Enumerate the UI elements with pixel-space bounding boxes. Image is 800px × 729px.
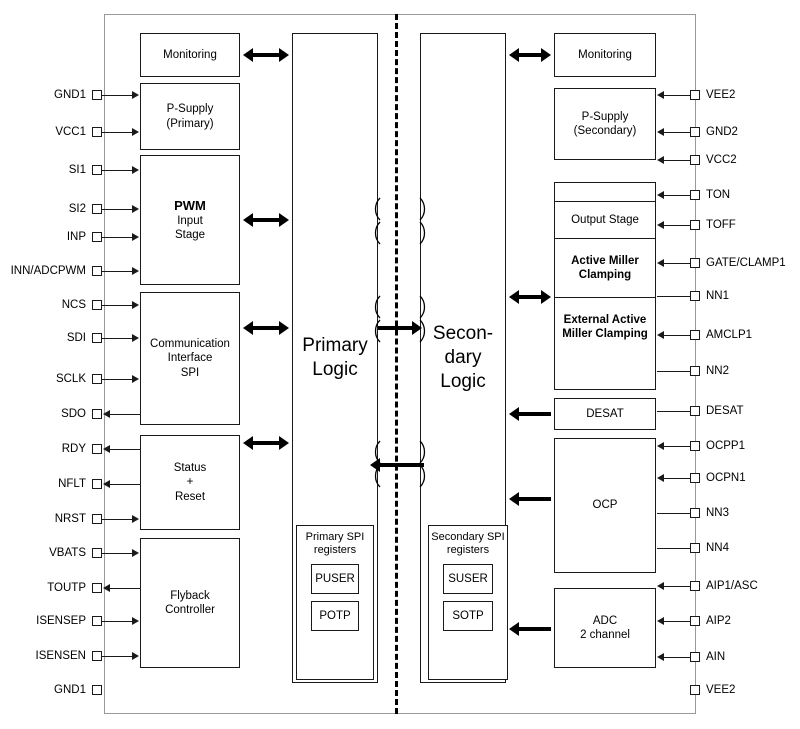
pin-pad-ain[interactable] [690, 652, 700, 662]
pin-arrow [657, 91, 664, 99]
block-label: Primary [302, 335, 368, 357]
block-label: OCP [592, 499, 618, 512]
pin-wire [663, 335, 691, 336]
block-label: Flyback [170, 589, 210, 602]
pin-arrow [103, 410, 110, 418]
pin-label-si2: SI2 [68, 203, 86, 215]
pin-wire [109, 414, 140, 415]
pin-label-sdo: SDO [61, 408, 86, 420]
pin-pad-nn1[interactable] [690, 291, 700, 301]
pin-arrow [132, 652, 139, 660]
pin-wire [663, 446, 691, 447]
pin-arrow [657, 582, 664, 590]
pin-label-isensep: ISENSEP [36, 615, 86, 627]
register-suser[interactable]: SUSER [443, 564, 493, 594]
pin-label-aip1-asc: AIP1/ASC [706, 580, 758, 592]
pin-wire [102, 237, 132, 238]
pin-pad-vbats[interactable] [92, 548, 102, 558]
pin-arrow [132, 515, 139, 523]
pin-label-rdy: RDY [61, 443, 86, 455]
block-adc-2-channel[interactable] [554, 588, 656, 668]
block-label: Logic [440, 370, 486, 392]
bus-adc [509, 624, 551, 634]
pin-wire [109, 484, 140, 485]
pin-wire [102, 553, 132, 554]
pin-arrow [103, 584, 110, 592]
pin-arrow [657, 259, 664, 267]
pin-pad-rdy[interactable] [92, 444, 102, 454]
pin-label-ncs: NCS [61, 299, 86, 311]
block-label: (Primary) [166, 117, 214, 130]
pin-wire [657, 548, 691, 549]
block-label: Secon- [432, 323, 494, 345]
bus-desat [509, 409, 551, 419]
pin-wire [657, 371, 691, 372]
pin-wire [102, 379, 132, 380]
block-label: Interface [167, 352, 213, 365]
pin-label-sdi: SDI [66, 332, 86, 344]
pin-pad-si1[interactable] [92, 165, 102, 175]
pin-pad-ocpp1[interactable] [690, 441, 700, 451]
pin-pad-gate-clamp1[interactable] [690, 258, 700, 268]
pin-pad-sclk[interactable] [92, 374, 102, 384]
block-output-stage[interactable]: Output Stage [555, 201, 655, 239]
bus-status-reset [243, 438, 289, 448]
block-label: Input [177, 214, 203, 227]
pin-pad-sdo[interactable] [92, 409, 102, 419]
block-label: Reset [174, 490, 206, 503]
pin-label-gnd2: GND2 [706, 126, 738, 138]
pin-arrow [132, 334, 139, 342]
block-label: 2 channel [580, 629, 630, 641]
pin-label-vee2-top: VEE2 [706, 89, 736, 101]
bus-monitoring-primary [243, 50, 289, 60]
pin-label-nn2: NN2 [706, 365, 730, 377]
pin-wire [102, 621, 132, 622]
block-ocp[interactable] [554, 438, 656, 573]
pin-arrow [657, 156, 664, 164]
block-communication-interface-spi[interactable] [140, 292, 240, 425]
block-label: (Secondary) [573, 125, 637, 137]
pin-label-sclk: SCLK [55, 373, 86, 385]
block-label: P-Supply [581, 110, 629, 123]
pin-pad-ton[interactable] [690, 190, 700, 200]
spi-registers-title: Secondary SPI registers [431, 531, 505, 557]
pin-label-gate-clamp1: GATE/CLAMP1 [706, 257, 786, 269]
pin-arrow [132, 617, 139, 625]
pin-label-nn4: NN4 [706, 542, 730, 554]
pin-pad-toutp[interactable] [92, 583, 102, 593]
pin-pad-nflt[interactable] [92, 479, 102, 489]
pin-label-desat: DESAT [706, 405, 744, 417]
pin-arrow [132, 233, 139, 241]
pin-label-ocpp1: OCPP1 [706, 440, 745, 452]
pin-pad-ocpn1[interactable] [690, 473, 700, 483]
pin-label-vee2-bottom: VEE2 [706, 684, 736, 696]
pin-pad-isensen[interactable] [92, 651, 102, 661]
pin-pad-aip1-asc[interactable] [690, 581, 700, 591]
block-label: Stage [174, 229, 206, 242]
pin-label-si1: SI1 [68, 164, 86, 176]
pin-wire [663, 95, 691, 96]
pin-label-vcc1: VCC1 [55, 126, 86, 138]
bus-primary-to-secondary [378, 323, 422, 333]
pin-pad-isensep[interactable] [92, 616, 102, 626]
register-potp[interactable]: POTP [311, 601, 359, 631]
pin-arrow [132, 166, 139, 174]
block-status-reset[interactable] [140, 435, 240, 530]
pin-pad-amclp1[interactable] [690, 330, 700, 340]
pin-arrow [132, 301, 139, 309]
spi-registers-title: Primary SPI registers [305, 531, 365, 557]
pin-pad-nn3[interactable] [690, 508, 700, 518]
bus-output-stage [509, 292, 551, 302]
bus-pwm-input-stage [243, 215, 289, 225]
pin-wire [109, 449, 140, 450]
block-label: Monitoring [578, 48, 632, 61]
pin-arrow [132, 205, 139, 213]
bus-ocp [509, 494, 551, 504]
pin-arrow [657, 653, 664, 661]
pin-pad-si2[interactable] [92, 204, 102, 214]
pin-wire [657, 411, 691, 412]
block-label: PWM [174, 197, 206, 213]
pin-label-gnd1-bottom: GND1 [54, 684, 86, 696]
pin-wire [657, 296, 691, 297]
pin-label-ocpn1: OCPN1 [706, 472, 746, 484]
transformer-coupler-top [378, 192, 422, 254]
pin-label-vbats: VBATS [49, 547, 86, 559]
pin-label-nn3: NN3 [706, 507, 730, 519]
pin-pad-nrst[interactable] [92, 514, 102, 524]
block-label: Logic [312, 359, 358, 380]
pin-wire [663, 160, 691, 161]
pin-arrow [132, 549, 139, 557]
pin-pad-aip2[interactable] [690, 616, 700, 626]
pin-pad-gnd1-bottom[interactable] [92, 685, 102, 695]
pin-wire [663, 263, 691, 264]
block-external-active-miller-clamping[interactable]: External Active Miller Clamping [555, 297, 655, 356]
pin-wire [102, 519, 132, 520]
pin-wire [663, 621, 691, 622]
pin-pad-sdi[interactable] [92, 333, 102, 343]
block-p-supply-primary[interactable] [140, 83, 240, 150]
pin-label-nrst: NRST [54, 513, 86, 525]
pin-pad-nn4[interactable] [690, 543, 700, 553]
block-label: Monitoring [163, 48, 217, 61]
block-label: ADC [592, 614, 618, 627]
pin-wire [102, 170, 132, 171]
block-monitoring-primary[interactable] [140, 33, 240, 77]
pin-wire [657, 513, 691, 514]
pin-wire [663, 657, 691, 658]
pin-wire [102, 132, 132, 133]
block-label: Controller [165, 604, 215, 616]
primary-spi-registers[interactable] [296, 525, 374, 680]
pin-wire [109, 588, 140, 589]
pin-label-amclp1: AMCLP1 [706, 329, 753, 341]
block-label: dary [444, 347, 482, 369]
register-sotp[interactable]: SOTP [443, 601, 493, 631]
block-label: P-Supply [166, 103, 214, 116]
pin-wire [102, 338, 132, 339]
block-monitoring-secondary[interactable] [554, 33, 656, 77]
pin-pad-vee2-bottom[interactable] [690, 685, 700, 695]
pin-pad-vcc1[interactable] [92, 127, 102, 137]
isolation-barrier-icon [395, 14, 398, 714]
pin-arrow [657, 442, 664, 450]
pin-label-nn1: NN1 [706, 290, 730, 302]
pin-label-toff: TOFF [706, 219, 736, 231]
pin-label-inn-adcpwm: INN/ADCPWM [10, 265, 86, 277]
block-flyback-controller[interactable] [140, 538, 240, 668]
pin-arrow [657, 221, 664, 229]
pin-wire [102, 305, 132, 306]
pin-label-isensen: ISENSEN [35, 650, 86, 662]
pin-label-aip2: AIP2 [706, 615, 731, 627]
block-active-miller-clamping[interactable]: Active Miller Clamping [571, 254, 639, 281]
pin-arrow [132, 267, 139, 275]
block-desat[interactable] [554, 398, 656, 430]
block-label: + [186, 476, 194, 489]
pin-arrow [132, 128, 139, 136]
pin-arrow [132, 91, 139, 99]
pin-label-toutp: TOUTP [47, 582, 86, 594]
register-puser[interactable]: PUSER [311, 564, 359, 594]
pin-arrow [657, 331, 664, 339]
pin-pad-toff[interactable] [690, 220, 700, 230]
pin-pad-ncs[interactable] [92, 300, 102, 310]
block-pwm-input-stage[interactable] [140, 155, 240, 285]
pin-label-nflt: NFLT [58, 478, 86, 490]
pin-label-ain: AIN [706, 651, 726, 663]
block-label: DESAT [586, 407, 624, 420]
bus-communication-spi [243, 323, 289, 333]
pin-label-inp: INP [66, 231, 86, 243]
bus-secondary-to-primary [370, 460, 424, 470]
block-p-supply-secondary[interactable] [554, 88, 656, 160]
pin-wire [663, 478, 691, 479]
pin-pad-inn-adcpwm[interactable] [92, 266, 102, 276]
block-output-miller-stack [554, 182, 656, 390]
pin-label-ton: TON [706, 189, 731, 201]
pin-arrow [132, 375, 139, 383]
pin-wire [102, 271, 132, 272]
pin-arrow [657, 191, 664, 199]
pin-wire [663, 132, 691, 133]
pin-pad-gnd1-top[interactable] [92, 90, 102, 100]
block-label: Status [173, 461, 207, 474]
pin-pad-gnd2[interactable] [690, 127, 700, 137]
pin-pad-inp[interactable] [92, 232, 102, 242]
pin-arrow [103, 480, 110, 488]
secondary-spi-registers[interactable] [428, 525, 508, 680]
pin-arrow [103, 445, 110, 453]
pin-pad-vee2-top[interactable] [690, 90, 700, 100]
pin-pad-nn2[interactable] [690, 366, 700, 376]
pin-wire [663, 586, 691, 587]
pin-wire [102, 656, 132, 657]
pin-arrow [657, 474, 664, 482]
pin-arrow [657, 128, 664, 136]
pin-label-vcc2: VCC2 [706, 154, 737, 166]
pin-arrow [657, 617, 664, 625]
block-label: Communication [150, 337, 230, 350]
bus-monitoring-secondary [509, 50, 551, 60]
pin-pad-desat[interactable] [690, 406, 700, 416]
pin-wire [102, 95, 132, 96]
block-label: SPI [180, 366, 200, 379]
pin-wire [102, 209, 132, 210]
pin-pad-vcc2[interactable] [690, 155, 700, 165]
pin-label-gnd1-top: GND1 [54, 89, 86, 101]
